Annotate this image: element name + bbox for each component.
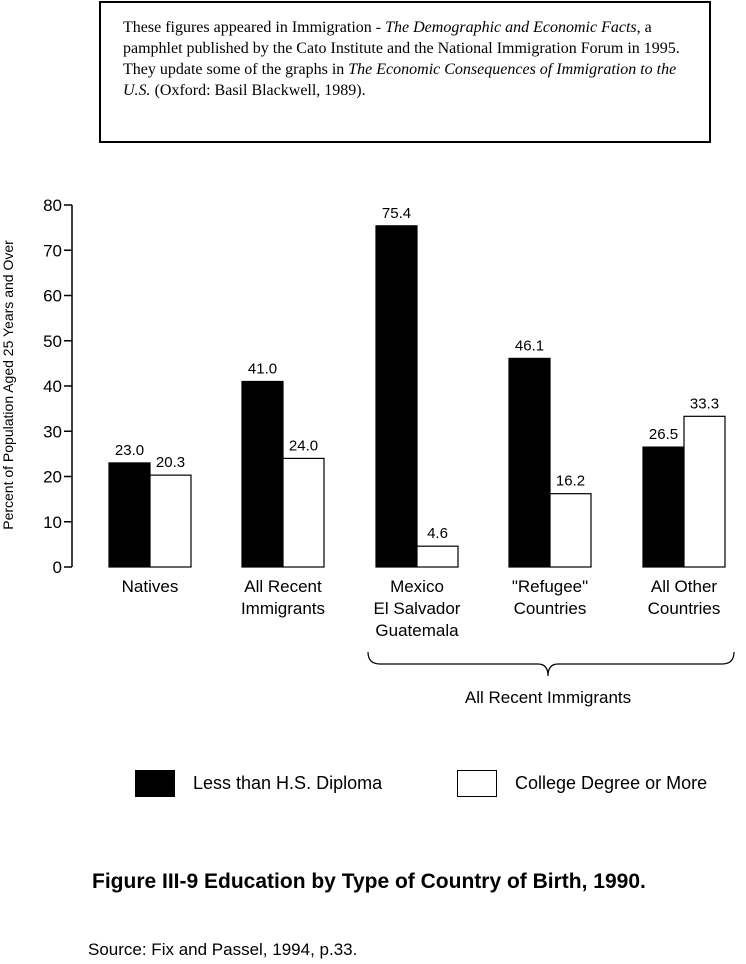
bar <box>643 447 684 567</box>
legend-swatch-white <box>457 770 497 797</box>
bar <box>242 381 283 567</box>
bar-value-label: 20.3 <box>155 454 186 472</box>
bar <box>150 475 191 567</box>
bar <box>109 463 150 567</box>
category-label: El Salvador <box>373 599 461 618</box>
bar <box>550 494 591 567</box>
category-label: Mexico <box>390 577 444 596</box>
category-label: Immigrants <box>240 599 326 618</box>
y-tick-label: 0 <box>52 558 62 577</box>
y-tick-label: 70 <box>43 241 62 261</box>
bar-value-label: 41.0 <box>247 360 278 378</box>
y-tick-label: 40 <box>43 377 62 396</box>
legend-swatch-black <box>135 770 175 797</box>
bar-value-label: 26.5 <box>648 426 679 444</box>
group-bracket <box>368 652 734 676</box>
y-tick-label: 50 <box>43 331 62 351</box>
category-label: Guatemala <box>375 621 459 640</box>
legend-item-college <box>457 770 707 797</box>
note-book-title: The Economic Consequences of Immigration to the U.S. <box>123 61 677 99</box>
note-pamphlet-title: The Demographic and Economic Facts <box>385 19 637 36</box>
note-text-2: , a pamphlet published by the Cato Institute and the National Immigration Forum in 1995. They update some of the graphs in <box>123 19 680 78</box>
bar <box>376 226 417 567</box>
legend-label-college: College Degree or More <box>515 773 708 793</box>
legend-label-less-than-hs: Less than H.S. Diploma <box>193 773 383 793</box>
bar-value-label: 75.4 <box>381 204 412 222</box>
bar <box>283 458 324 567</box>
y-tick-label: 30 <box>43 422 62 442</box>
category-label: Countries <box>513 599 587 618</box>
y-axis-label: Percent of Population Aged 25 Years and Over <box>0 240 16 530</box>
note-text-3: (Oxford: Basil Blackwell, 1989). <box>150 82 366 99</box>
category-label: Natives <box>121 577 179 596</box>
bar-value-label: 4.6 <box>427 525 448 543</box>
bar <box>509 358 550 567</box>
bar-value-label: 16.2 <box>555 472 586 490</box>
bar-value-label: 24.0 <box>288 437 319 455</box>
y-tick-label: 60 <box>43 286 62 306</box>
bar-value-label: 23.0 <box>114 441 145 459</box>
legend-item-less-than-hs <box>135 770 382 797</box>
bar-value-label: 46.1 <box>514 337 545 355</box>
y-tick-label: 10 <box>43 512 62 532</box>
category-label: All Other <box>650 577 718 596</box>
note-text-1: These figures appeared in Immigration - <box>123 19 386 36</box>
figure-title: Figure III-9 Education by Type of Country of Birth, 1990. <box>92 870 646 893</box>
group-bracket-label: All Recent Immigrants <box>464 688 632 707</box>
category-label: Countries <box>647 599 721 618</box>
bar <box>684 416 725 567</box>
source-citation: Source: Fix and Passel, 1994, p.33. <box>88 940 358 959</box>
y-tick-label: 80 <box>43 196 62 215</box>
bar-value-label: 33.3 <box>689 395 720 413</box>
category-label: All Recent <box>244 577 322 596</box>
category-label: "Refugee" <box>511 577 589 596</box>
y-tick-label: 20 <box>43 467 62 487</box>
bar <box>417 546 458 567</box>
